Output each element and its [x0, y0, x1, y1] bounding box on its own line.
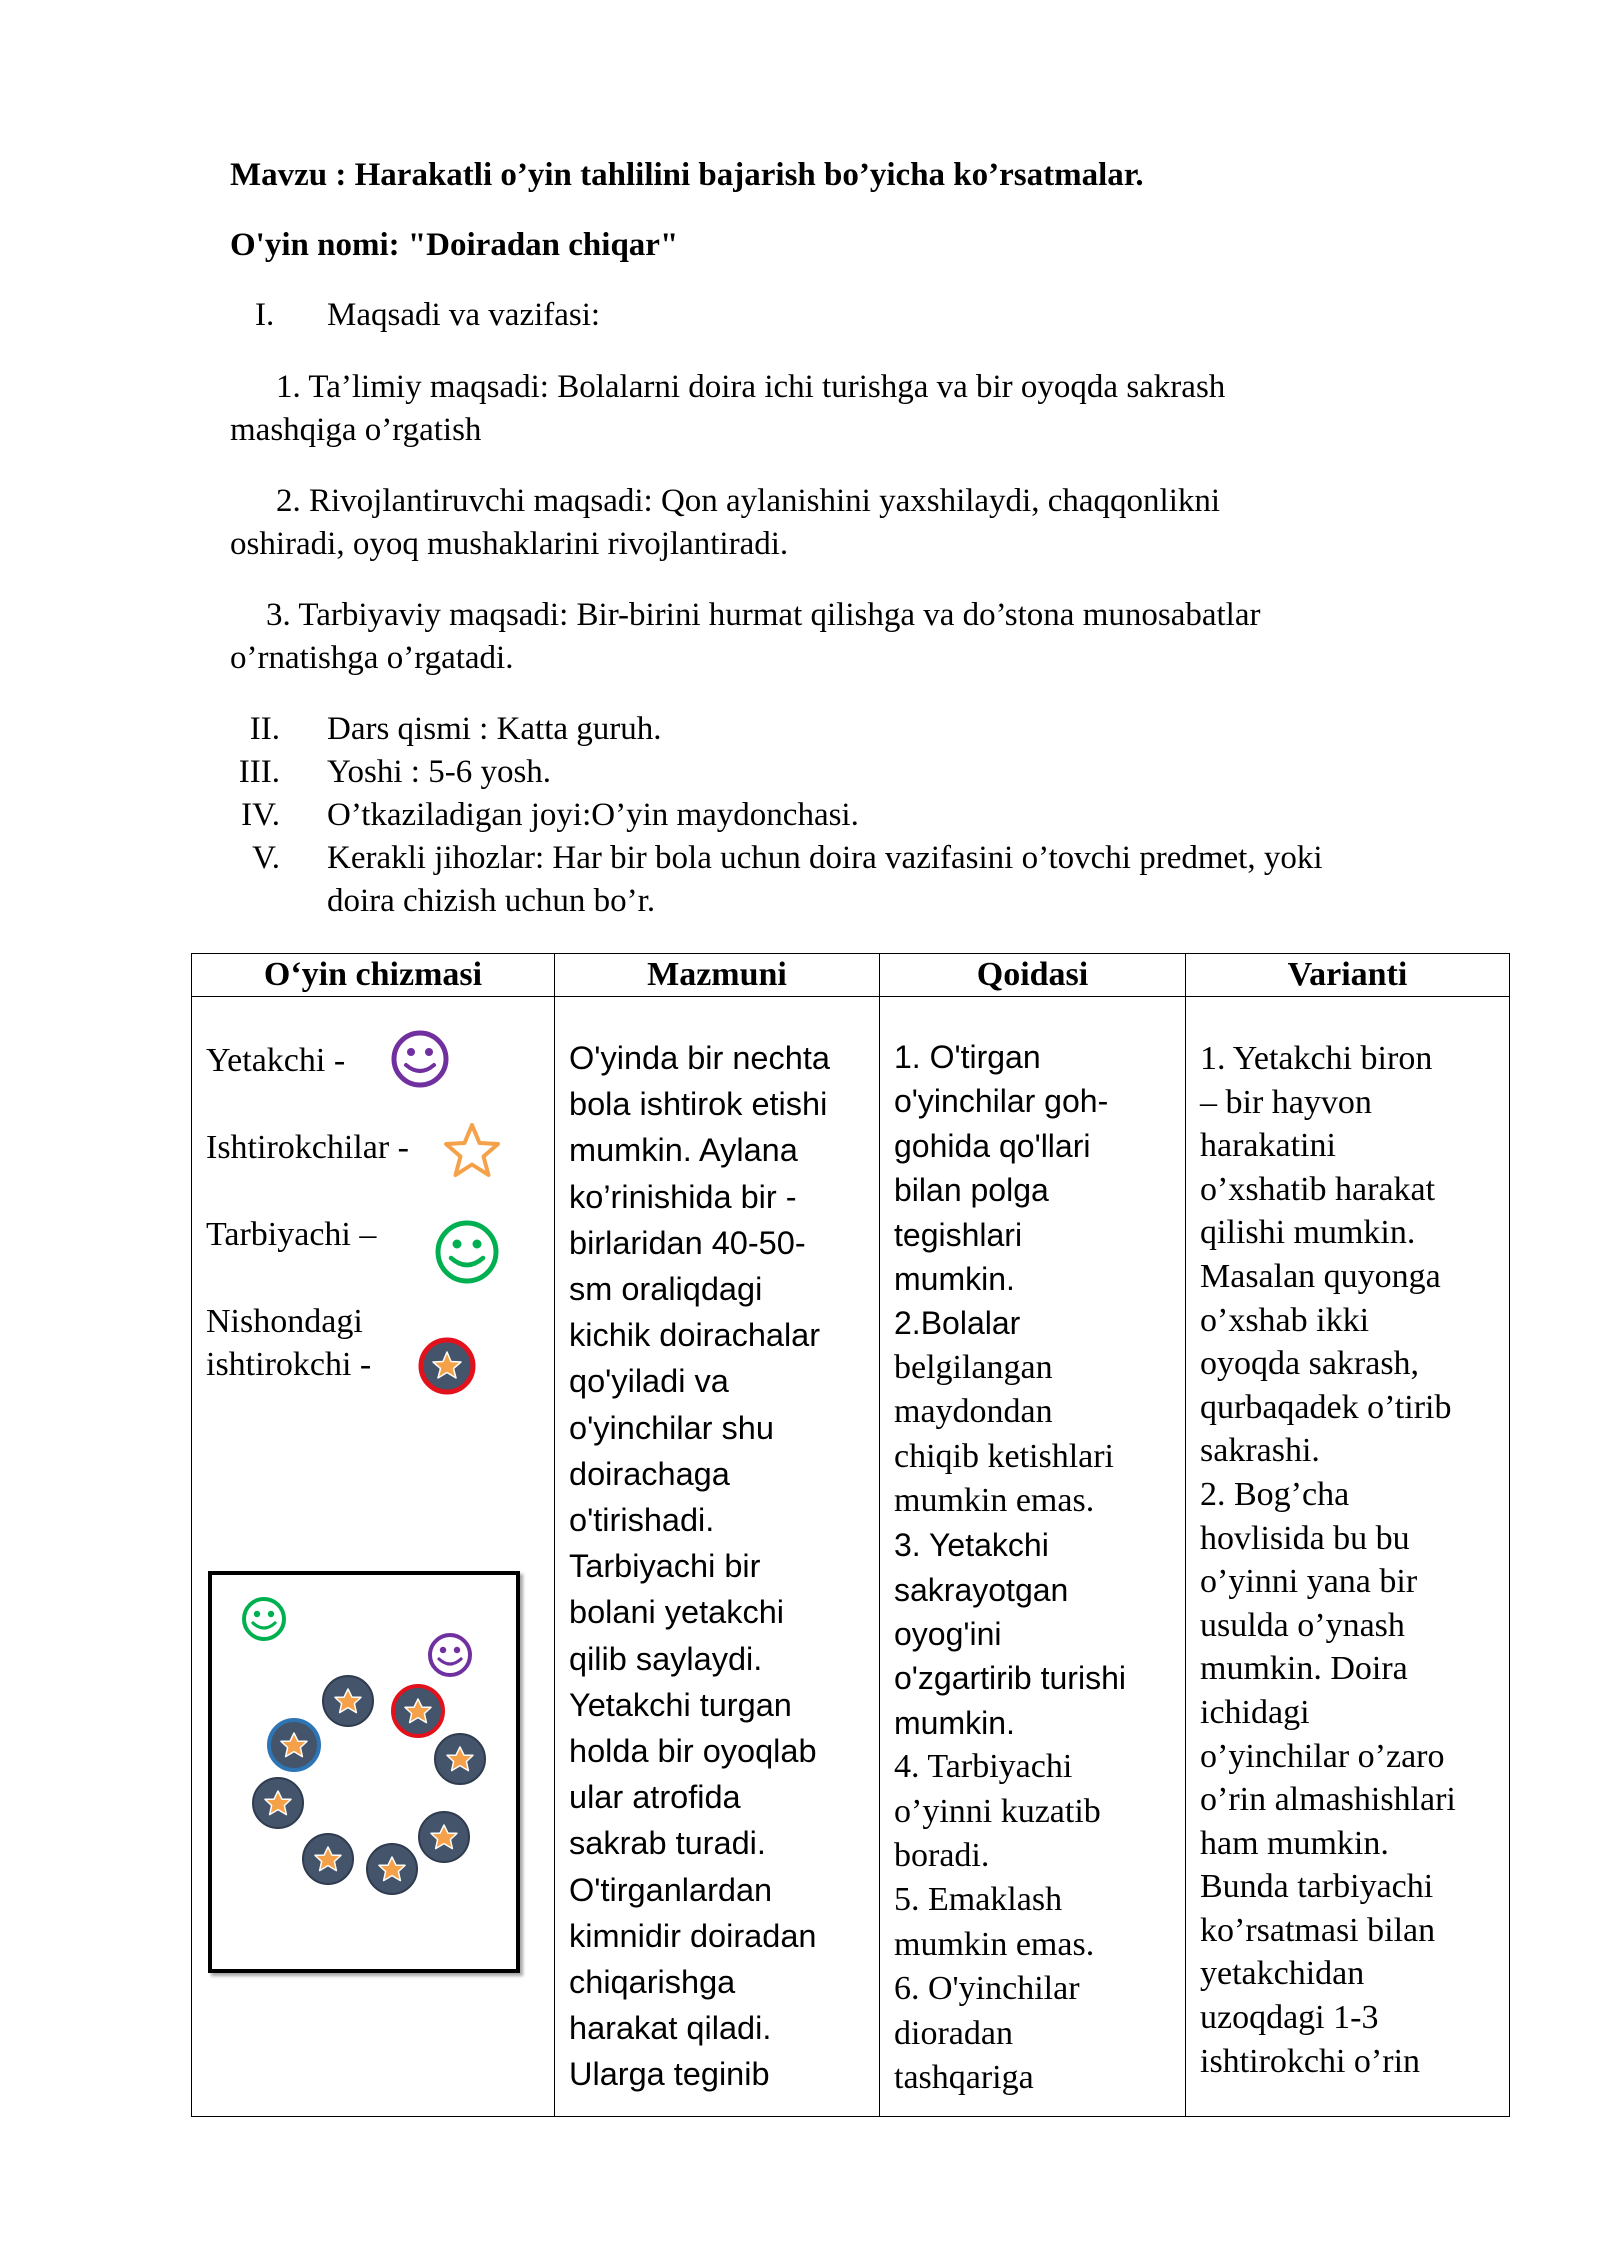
rule-line: dioradan	[894, 2014, 1013, 2052]
rule-line: 2.Bolalar	[894, 1305, 1021, 1342]
rule-line: bilan polga	[894, 1172, 1049, 1209]
variant-line: – bir hayvon	[1200, 1083, 1372, 1121]
variant-line: ichidagi	[1200, 1693, 1310, 1731]
target-participant-circle	[393, 1686, 443, 1736]
header-rules: Qoidasi	[880, 954, 1186, 997]
variant-line: hovlisida bu bu	[1200, 1519, 1410, 1557]
goal-developmental-line2: oshiradi, oyoq mushaklarini rivojlantiradi.	[230, 526, 789, 562]
content-line: o'yinchilar shu	[569, 1409, 774, 1446]
roman-number: V.	[252, 840, 280, 876]
variant-line: ham mumkin.	[1200, 1824, 1389, 1862]
lesson-part: Dars qismi : Katta guruh.	[327, 711, 662, 747]
variant-line: o’xshatib harakat	[1200, 1170, 1436, 1208]
topic-title: Mavzu : Harakatli o’yin tahlilini bajarish bo’yicha ko’rsatmalar.	[230, 157, 1144, 193]
variant-line: oyoqda sakrash,	[1200, 1345, 1420, 1383]
content-line: chiqarishga	[569, 1964, 736, 2001]
content-line: sakrab turadi.	[569, 1825, 766, 1862]
rule-line: o'zgartirib turishi	[894, 1660, 1126, 1697]
variant-line: o’xshab ikki	[1200, 1301, 1370, 1339]
green-smiley-icon	[244, 1599, 284, 1639]
game-name: O'yin nomi: "Doiradan chiqar"	[230, 227, 679, 263]
rule-line: mumkin emas.	[894, 1925, 1095, 1963]
content-line: birlaridan 40-50-	[569, 1224, 806, 1261]
content-line: kimnidir doiradan	[569, 1917, 817, 1954]
green-smiley-icon	[434, 1219, 500, 1285]
rule-line: maydondan	[894, 1393, 1053, 1431]
legend-target-label-line2: ishtirokchi -	[206, 1346, 372, 1383]
variant-line: o’yinchilar o’zaro	[1200, 1737, 1445, 1775]
participant-circle	[419, 1812, 469, 1862]
legend-target-label-line1: Nishondagi	[206, 1303, 363, 1340]
rule-line: gohida qo'llari	[894, 1127, 1091, 1164]
header-game-diagram: O‘yin chizmasi	[192, 954, 555, 997]
content-cell	[555, 997, 880, 2117]
content-line: bolani yetakchi	[569, 1594, 784, 1631]
variant-line: ko’rsatmasi bilan	[1200, 1911, 1436, 1949]
participant-circle	[323, 1676, 373, 1726]
rule-line: 6. O'yinchilar	[894, 1970, 1080, 2008]
rule-line: mumkin.	[894, 1260, 1015, 1297]
header-content: Mazmuni	[555, 954, 880, 997]
rule-line: sakrayotgan	[894, 1571, 1069, 1608]
legend-leader-label: Yetakchi -	[206, 1042, 346, 1079]
rule-line: mumkin emas.	[894, 1481, 1095, 1519]
content-line: holda bir oyoqlab	[569, 1733, 817, 1770]
goal-educational-line1: 1. Ta’limiy maqsadi: Bolalarni doira ichi turishga va bir oyoqda sakrash	[276, 369, 1226, 405]
variant-cell	[1186, 997, 1510, 2117]
participant-circle	[253, 1778, 303, 1828]
variant-line: harakatini	[1200, 1127, 1336, 1165]
content-line: Ularga teginib	[569, 2056, 770, 2093]
diagram-cell	[192, 997, 555, 2117]
content-line: O'yinda bir nechta	[569, 1040, 830, 1076]
rule-line: 1. O'tirgan	[894, 1039, 1041, 1075]
content-line: qo'yiladi va	[569, 1363, 729, 1400]
rule-line: chiqib ketishlari	[894, 1437, 1115, 1475]
venue: O’tkaziladigan joyi:O’yin maydonchasi.	[327, 797, 859, 833]
rule-line: o'yinchilar goh-	[894, 1083, 1109, 1120]
participant-circle	[435, 1734, 485, 1784]
goal-developmental-line1: 2. Rivojlantiruvchi maqsadi: Qon aylanishini yaxshilaydi, chaqqonlikni	[276, 483, 1221, 519]
rule-line: 4. Tarbiyachi	[894, 1748, 1073, 1786]
variant-line: sakrashi.	[1200, 1432, 1320, 1470]
age-group: Yoshi : 5-6 yosh.	[327, 754, 552, 790]
variant-line: yetakchidan	[1200, 1955, 1365, 1993]
content-line: sm oraliqdagi	[569, 1271, 763, 1308]
legend-educator-label: Tarbiyachi –	[206, 1216, 377, 1253]
content-line: harakat qiladi.	[569, 2010, 772, 2047]
content-line: O'tirganlardan	[569, 1871, 773, 1908]
roman-number: III.	[238, 754, 280, 790]
content-line: mumkin. Aylana	[569, 1132, 798, 1169]
rule-line: oyog'ini	[894, 1616, 1002, 1653]
participant-circle	[269, 1720, 319, 1770]
rule-line: 3. Yetakchi	[894, 1527, 1049, 1564]
goal-educational-line2: mashqiga o’rgatish	[230, 412, 482, 448]
variant-line: qilishi mumkin.	[1200, 1214, 1416, 1252]
roman-number: II.	[249, 711, 280, 747]
rule-line: o’yinni kuzatib	[894, 1792, 1101, 1830]
variant-line: 1. Yetakchi biron	[1200, 1040, 1433, 1077]
participant-circle	[303, 1834, 353, 1884]
variant-line: 2. Bog’cha	[1200, 1475, 1350, 1513]
rules-cell	[880, 997, 1186, 2117]
legend-participants-label: Ishtirokchilar -	[206, 1129, 409, 1166]
purple-smiley-icon	[430, 1635, 470, 1675]
variant-line: usulda o’ynash	[1200, 1606, 1405, 1644]
participant-circle	[367, 1844, 417, 1894]
section-title: Maqsadi va vazifasi:	[327, 297, 601, 333]
rule-line: tegishlari	[894, 1216, 1023, 1253]
content-line: Tarbiyachi bir	[569, 1548, 761, 1585]
roman-number: IV.	[241, 797, 280, 833]
content-line: ular atrofida	[569, 1779, 741, 1816]
equipment-line1: Kerakli jihozlar: Har bir bola uchun doira vazifasini o’tovchi predmet, yoki	[327, 840, 1323, 876]
game-field-drawing	[212, 1575, 516, 1969]
goal-upbringing-line1: 3. Tarbiyaviy maqsadi: Bir-birini hurmat qilishga va do’stona munosabatlar	[266, 597, 1261, 633]
variant-line: uzoqdagi 1-3	[1200, 1999, 1379, 2037]
content-line: o'tirishadi.	[569, 1502, 715, 1539]
game-field-diagram	[208, 1571, 520, 1973]
variant-line: mumkin. Doira	[1200, 1650, 1408, 1688]
variant-line: Masalan quyonga	[1200, 1257, 1441, 1295]
content-line: qilib saylaydi.	[569, 1640, 763, 1677]
content-line: bola ishtirok etishi	[569, 1086, 828, 1123]
variant-line: ishtirokchi o’rin	[1200, 2042, 1421, 2080]
goal-upbringing-line2: o’rnatishga o’rgatadi.	[230, 640, 514, 676]
rule-line: belgilangan	[894, 1348, 1053, 1386]
game-analysis-table	[191, 953, 1510, 2117]
header-variant: Varianti	[1186, 954, 1510, 997]
red-ring-star-icon	[416, 1335, 478, 1397]
content-line: ko’rinishida bir -	[569, 1178, 797, 1215]
rule-line: tashqariga	[894, 2058, 1034, 2096]
variant-line: qurbaqadek o’tirib	[1200, 1388, 1452, 1426]
equipment-line2: doira chizish uchun bo’r.	[327, 883, 656, 919]
orange-star-icon	[440, 1121, 504, 1181]
content-line: Yetakchi turgan	[569, 1686, 792, 1723]
section-number: I.	[255, 297, 275, 333]
rule-line: 5. Emaklash	[894, 1881, 1063, 1919]
content-line: doirachaga	[569, 1455, 730, 1492]
variant-line: o’rin almashishlari	[1200, 1781, 1456, 1819]
variant-line: o’yinni yana bir	[1200, 1563, 1418, 1601]
purple-smiley-icon	[390, 1029, 450, 1089]
content-line: kichik doirachalar	[569, 1317, 821, 1354]
variant-line: Bunda tarbiyachi	[1200, 1868, 1434, 1906]
rule-line: boradi.	[894, 1837, 990, 1875]
rule-line: mumkin.	[894, 1704, 1015, 1741]
